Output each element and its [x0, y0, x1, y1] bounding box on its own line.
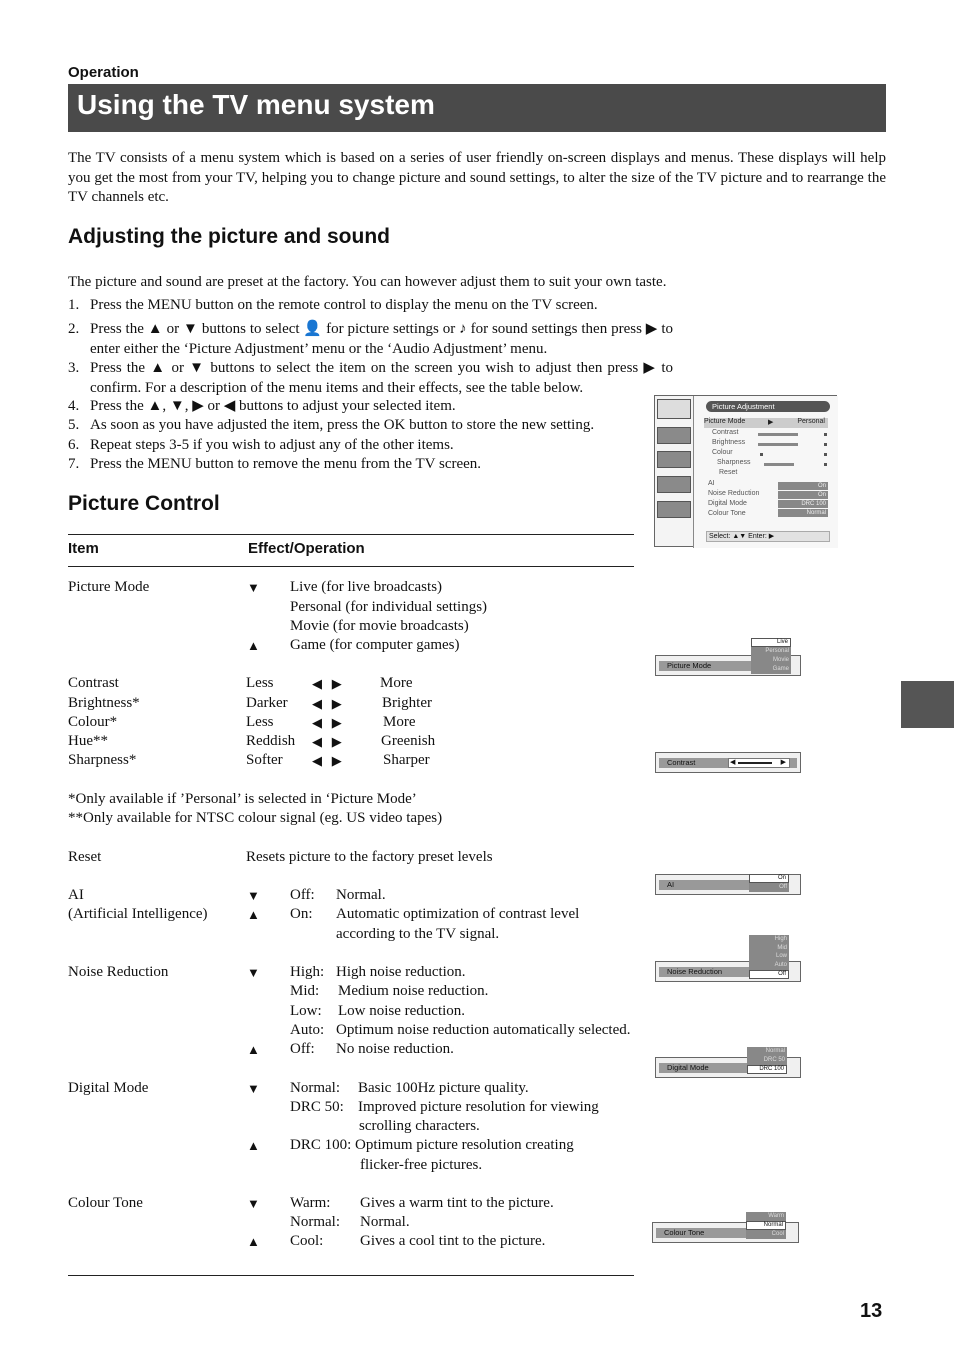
mini-ai: AI On Off — [655, 874, 801, 895]
osd-title: Picture Adjustment — [706, 401, 830, 412]
col-item-header: Item — [68, 540, 99, 557]
item-digital-mode: Digital Mode — [68, 1080, 149, 1096]
table-top-rule — [68, 534, 634, 535]
page-title: Using the TV menu system — [77, 89, 435, 120]
page-number: 13 — [860, 1300, 883, 1322]
mini-colour-tone: Colour Tone Warm Normal Cool — [652, 1222, 799, 1243]
chapter-tab — [901, 681, 954, 728]
item-hue: Hue** — [68, 733, 108, 749]
osd-row-digital: Digital Mode — [708, 500, 747, 507]
item-picture-mode: Picture Mode — [68, 579, 150, 595]
table-bottom-rule — [68, 1275, 634, 1276]
contrast-slider: ◀ ▶ — [728, 758, 790, 768]
osd-footer: Select: ▲▼ Enter: ▶ — [706, 531, 830, 542]
step-6: 6. Repeat steps 3-5 if you wish to adjust any of the other items. — [68, 437, 454, 453]
item-contrast: Contrast — [68, 675, 119, 691]
note-ntsc: **Only available for NTSC colour signal (eg. US video tapes) — [68, 810, 443, 826]
mini-noise-reduction: Noise Reduction High Mid Low Auto Off — [655, 961, 801, 982]
adjusting-lead: The picture and sound are preset at the factory. You can however adjust them to suit your own taste. — [68, 274, 667, 290]
osd-row-picture-mode: Picture Mode ▶ Personal — [704, 418, 828, 428]
osd-row-sharpness: Sharpness — [717, 459, 751, 466]
osd-row-tone: Colour Tone — [708, 510, 746, 517]
mini-digital-mode: Digital Mode Normal DRC 50 DRC 100 — [655, 1057, 801, 1078]
osd-picture-adjustment — [654, 395, 837, 547]
adjusting-heading: Adjusting the picture and sound — [68, 225, 390, 248]
table-header-rule — [68, 566, 634, 567]
page-title-bar — [68, 84, 886, 132]
step-4: 4. Press the ▲, ▼, ▶ or ◀ buttons to adjust your selected item. — [68, 398, 456, 414]
mini-contrast: Contrast ◀ ▶ — [655, 752, 801, 773]
osd-row-reset: Reset — [719, 469, 738, 476]
osd-row-brightness: Brightness — [712, 439, 746, 446]
features-icon — [657, 451, 691, 468]
osd-row-ai: AI — [708, 480, 715, 487]
item-ai: AI — [68, 887, 84, 903]
step-7: 7. Press the MENU button to remove the menu from the TV screen. — [68, 456, 482, 472]
osd-main: Picture Adjustment Picture Mode ▶ Personal Contrast Brightness Colour Sharpness Reset AI On Noise Reduction On Digital Mode DRC 100 Colour Tone Normal Select: ▲▼ Enter: ▶ — [693, 396, 838, 548]
sound-icon — [657, 427, 691, 444]
intro-paragraph: The TV consists of a menu system which is based on a series of user friendly on-screen displays and menus. These displays will help you get the most from your TV, helping you to change picture and sound settings, to alter the size of the TV picture and to rearrange the TV channels etc. — [68, 150, 886, 205]
section-label: Operation — [68, 64, 139, 81]
item-colour-tone: Colour Tone — [68, 1195, 143, 1211]
step-1: 1. Press the MENU button on the remote control to display the menu on the TV screen. — [68, 297, 598, 313]
osd-row-noise: Noise Reduction — [708, 490, 760, 497]
step-3: 3. Press the ▲ or ▼ buttons to select the item on the screen you wish to adjust then press ▶ to confirm. For a description of the menu items and their effects, see the table below. — [68, 360, 673, 396]
picture-icon — [657, 399, 691, 419]
item-reset: Reset — [68, 849, 102, 865]
item-noise-reduction: Noise Reduction — [68, 964, 169, 980]
step-5: 5. As soon as you have adjusted the item, press the OK button to store the new setting. — [68, 417, 595, 433]
picture-control-heading: Picture Control — [68, 492, 220, 515]
tuning-icon — [657, 476, 691, 493]
osd-row-contrast: Contrast — [712, 429, 739, 436]
note-personal: *Only available if ’Personal’ is selected in ‘Picture Mode’ — [68, 791, 417, 807]
col-effect-header: Effect/Operation — [248, 540, 365, 557]
osd-row-colour: Colour — [712, 449, 733, 456]
mini-picture-mode: Picture Mode Live Personal Movie Game — [655, 655, 801, 676]
step-2: 2. Press the ▲ or ▼ buttons to select 👤 for picture settings or ♪ for sound settings then press ▶ to enter either the ‘Picture Adjustment’ menu or the ‘Audio Adjustment’ menu. — [68, 321, 673, 357]
item-brightness: Brightness* — [68, 695, 140, 711]
item-sharpness: Sharpness* — [68, 752, 137, 768]
list-icon — [657, 501, 691, 518]
item-colour: Colour* — [68, 714, 118, 730]
osd-icon-column — [655, 396, 693, 548]
